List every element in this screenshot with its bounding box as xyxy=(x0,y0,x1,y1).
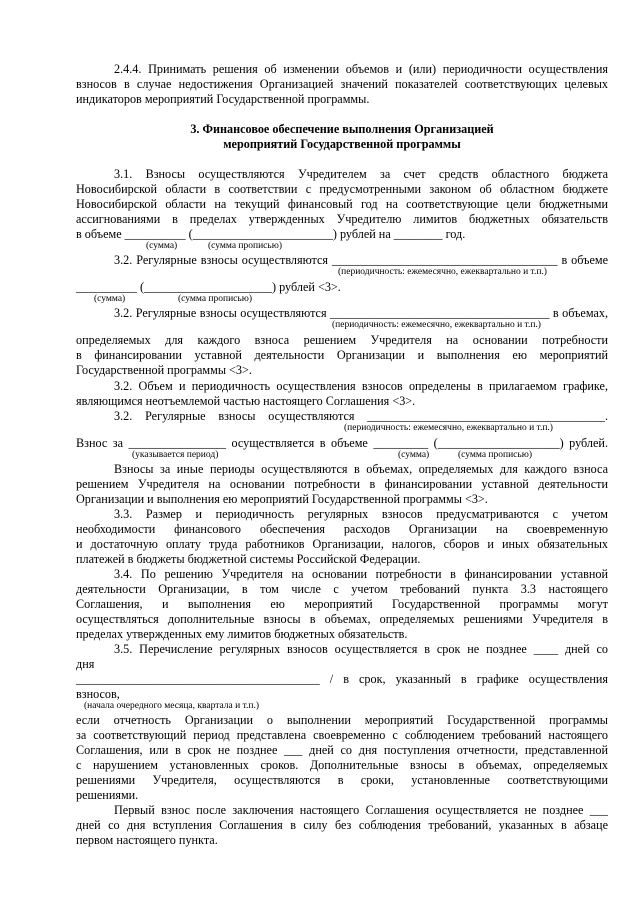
para-244-line-2: взносов в случае недостижения Организацией значений показателей соответствующих целевых xyxy=(76,77,608,91)
p35-hint: (начала очередного месяца, квартала и т.п.) xyxy=(84,701,259,711)
p34-line-4: осуществляться дополнительные взносы в объемах, определяемых решениями Учредителя в xyxy=(76,612,608,626)
p32c-line-1: 3.2. Объем и периодичность осуществления взносов определены в прилагаемом графике, xyxy=(114,379,608,393)
p33-line-1: 3.3. Размер и периодичность регулярных взносов предусматриваются с учетом xyxy=(114,507,608,521)
section-title-line-2: мероприятий Государственной программы xyxy=(223,137,461,151)
p33-line-3: и достаточную оплату труда работников Организации, налогов, сборов и иных обязательных xyxy=(76,537,608,551)
para-244-line-1: 2.4.4. Принимать решения об изменении объемов и (или) периодичности осуществления xyxy=(114,62,608,76)
p32b-hint-periodicity: (периодичность: ежемесячно, ежеквартально и т.п.) xyxy=(332,320,541,330)
p32d-line-4: решением Учредителя на основании потребности в финансировании уставной деятельности xyxy=(76,477,608,491)
p32b-line-3: в финансировании уставной деятельности Организации и выполнения ею мероприятий xyxy=(76,348,608,362)
p32a-line-2: __________ (_____________________) рублей <3>. xyxy=(76,280,341,294)
p35-line-4: взносов, xyxy=(76,687,120,701)
p31-line-2: Новосибирской области в соответствии с предусмотренными законом об областном бюджете xyxy=(76,182,608,196)
p32b-line-4: Государственной программы <3>. xyxy=(76,363,252,377)
p32d-line-1: 3.2. Регулярные взносы осуществляются _______________________________________. xyxy=(114,409,608,423)
p35-line-8: с нарушением установленных сроков. Дополнительные взносы в объемах, определяемых xyxy=(76,758,608,772)
p34-line-1: 3.4. По решению Учредителя на основании потребности в финансировании уставной xyxy=(114,567,608,581)
p32a-hint-sum-words: (сумма прописью) xyxy=(178,294,252,304)
p35-line-2: дня xyxy=(76,657,95,671)
first-payment-line-3: первом настоящего пункта. xyxy=(76,833,218,847)
p32d-line-5: Организации и выполнения ею мероприятий Государственной программы <3>. xyxy=(76,492,488,506)
p32b-line-2: определяемых для каждого взноса решением Учредителя на основании потребности xyxy=(76,333,608,347)
p32d-hint-periodicity: (периодичность: ежемесячно, ежеквартально и т.п.) xyxy=(344,423,553,433)
p33-line-4: платежей в бюджеты бюджетной системы Российской Федерации. xyxy=(76,552,421,566)
p32a-line-1: 3.2. Регулярные взносы осуществляются _____________________________________ в объеме xyxy=(114,253,608,267)
p34-line-5: пределах утвержденных ему лимитов бюджетных обязательств. xyxy=(76,627,408,641)
p35-line-6: за соответствующий период представлена своевременно с соблюдением требований настоящего xyxy=(76,728,608,742)
p34-line-2: деятельности Организации, в том числе с учетом требований пункта 3.3 настоящего xyxy=(76,582,608,596)
p32d-line-2: Взнос за ________________ осуществляется в объеме _________ (____________________) рублей. xyxy=(76,436,608,450)
p35-line-10: решениями. xyxy=(76,788,139,802)
para-244-line-3: индикаторов мероприятий Государственной программы. xyxy=(76,92,370,106)
first-payment-line-2: дней со дня вступления Соглашения в силу без соблюдения требований, указанных в абзаце xyxy=(76,818,608,832)
p32d-hint-sum: (сумма) xyxy=(398,450,430,460)
p31-hint-sum-words: (сумма прописью) xyxy=(208,241,282,251)
p35-line-5: если отчетность Организации о выполнении мероприятий Государственной программы xyxy=(76,713,608,727)
p31-hint-sum: (сумма) xyxy=(146,241,178,251)
p35-line-3: ________________________________________ / в срок, указанный в графике осуществления xyxy=(76,672,608,686)
p32c-line-2: являющимся неотъемлемой частью настоящего Соглашения <3>. xyxy=(76,394,416,408)
first-payment-line-1: Первый взнос после заключения настоящего Соглашения осуществляется не позднее ___ xyxy=(114,803,608,817)
p33-line-2: необходимости финансового обеспечения расходов Организации на своевременную xyxy=(76,522,608,536)
p32d-hint-sum-words: (сумма прописью) xyxy=(458,450,532,460)
p32d-hint-period: (указывается период) xyxy=(132,450,219,460)
p31-line-5: в объеме __________ (_______________________) рублей на ________ год. xyxy=(76,227,466,241)
p35-line-1: 3.5. Перечисление регулярных взносов осуществляется в срок не позднее ____ дней со xyxy=(114,642,608,656)
p31-line-3: Новосибирской области на текущий финансовый год на соответствующие цели бюджетными xyxy=(76,197,608,211)
p32d-line-3: Взносы за иные периоды осуществляются в объемах, определяемых для каждого взноса xyxy=(114,462,608,476)
p35-line-7: Соглашения, или в срок не позднее ___ дней со дня поступления отчетности, представленной xyxy=(76,743,608,757)
p31-line-4: ассигнованиями в пределах утвержденных Учредителю лимитов бюджетных обязательств xyxy=(76,212,608,226)
p34-line-3: Соглашения, и выполнения ею мероприятий Государственной программы могут xyxy=(76,597,608,611)
p32b-line-1: 3.2. Регулярные взносы осуществляются ____________________________________ в объемах, xyxy=(114,306,608,320)
p32a-hint-sum: (сумма) xyxy=(94,294,126,304)
section-title-line-1: 3. Финансовое обеспечение выполнения Организацией xyxy=(190,122,494,136)
p35-line-9: решениями Учредителя, осуществляются в сроки, установленные соответствующими xyxy=(76,773,608,787)
p32a-hint-periodicity: (периодичность: ежемесячно, ежеквартально и т.п.) xyxy=(338,267,547,277)
p31-line-1: 3.1. Взносы осуществляются Учредителем за счет средств областного бюджета xyxy=(114,167,608,181)
